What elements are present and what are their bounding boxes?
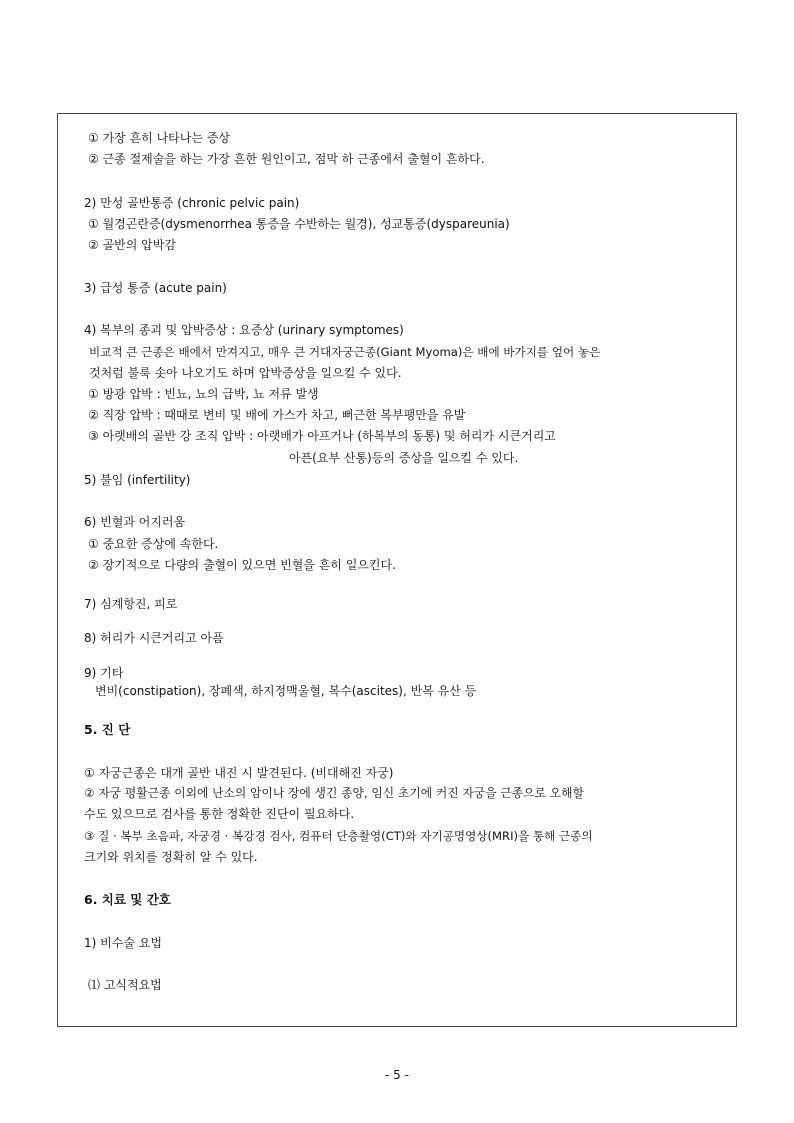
paragraph-line: 아픈(요부 산통)등의 증상을 일으킬 수 있다. [289,451,519,465]
page-number: - 5 - [385,1068,409,1082]
section-heading: 5) 불임 (infertility) [84,473,191,487]
symptom-item: ① 월경곤란증(dysmenorrhea 통증을 수반하는 월경), 성교통증(dyspareunia) [88,217,510,231]
symptom-item: ① 중요한 증상에 속한다. [88,537,219,551]
paragraph-line: 변비(constipation), 장폐색, 하지정맥울혈, 복수(ascites), 반복 유산 등 [95,684,477,698]
section-heading: 8) 허리가 시큰거리고 아픔 [84,631,224,645]
paragraph-line: 수도 있으므로 검사를 통한 정확한 진단이 필요하다. [84,807,355,821]
chapter-heading-diagnosis: 5. 진 단 [84,722,131,737]
chapter-heading-treatment: 6. 치료 및 간호 [84,892,171,907]
paragraph-line: 것처럼 불룩 솟아 나오기도 하며 압박증상을 일으킬 수 있다. [89,366,402,380]
section-heading: 4) 복부의 종괴 및 압박증상 : 요증상 (urinary symptomes) [84,323,404,337]
symptom-item: ② 근종 절제술을 하는 가장 흔한 원인이고, 점막 하 근종에서 출혈이 흔하다. [88,152,485,166]
section-heading: 9) 기타 [84,666,124,680]
paragraph-line: 크기와 위치를 정확히 알 수 있다. [84,850,258,864]
paragraph-line: 비교적 큰 근종은 배에서 만져지고, 매우 큰 거대자궁근종(Giant Myoma)은 배에 바가지를 엎어 놓은 [89,345,601,359]
symptom-item: ② 골반의 압박감 [88,238,176,252]
section-heading: 1) 비수술 요법 [84,936,162,950]
symptom-item: ① 가장 흔히 나타나는 증상 [88,131,230,145]
symptom-item: ② 직장 압박 : 때때로 변비 및 배에 가스가 차고, 뻐근한 복부팽만을 유발 [88,408,466,422]
symptom-item: ① 방광 압박 : 빈뇨, 뇨의 급박, 뇨 저류 발생 [88,387,319,401]
subsection-heading: ⑴ 고식적요법 [88,978,162,992]
symptom-item: ③ 아랫배의 골반 강 조직 압박 : 아랫배가 아프거나 (하복부의 동통) 및 허리가 시큰거리고 [88,429,556,443]
symptom-item: ② 장기적으로 다량의 출혈이 있으면 빈혈을 흔히 일으킨다. [88,558,396,572]
section-heading: 6) 빈혈과 어지러움 [84,515,186,529]
paragraph-line: ③ 질 · 복부 초음파, 자궁경 · 복강경 검사, 컴퓨터 단층촬영(CT)와 자기공명영상(MRI)을 통해 근종의 [84,829,593,843]
section-heading: 3) 급성 통증 (acute pain) [84,281,227,295]
paragraph-line: ① 자궁근종은 대개 골반 내진 시 발견된다. (비대해진 자궁) [84,766,394,780]
paragraph-line: ② 자궁 평활근종 이외에 난소의 암이나 장에 생긴 종양, 임신 초기에 커진 자궁을 근종으로 오해할 [84,786,584,800]
section-heading: 7) 심계항진, 피로 [84,597,178,611]
section-heading: 2) 만성 골반통증 (chronic pelvic pain) [84,196,300,210]
